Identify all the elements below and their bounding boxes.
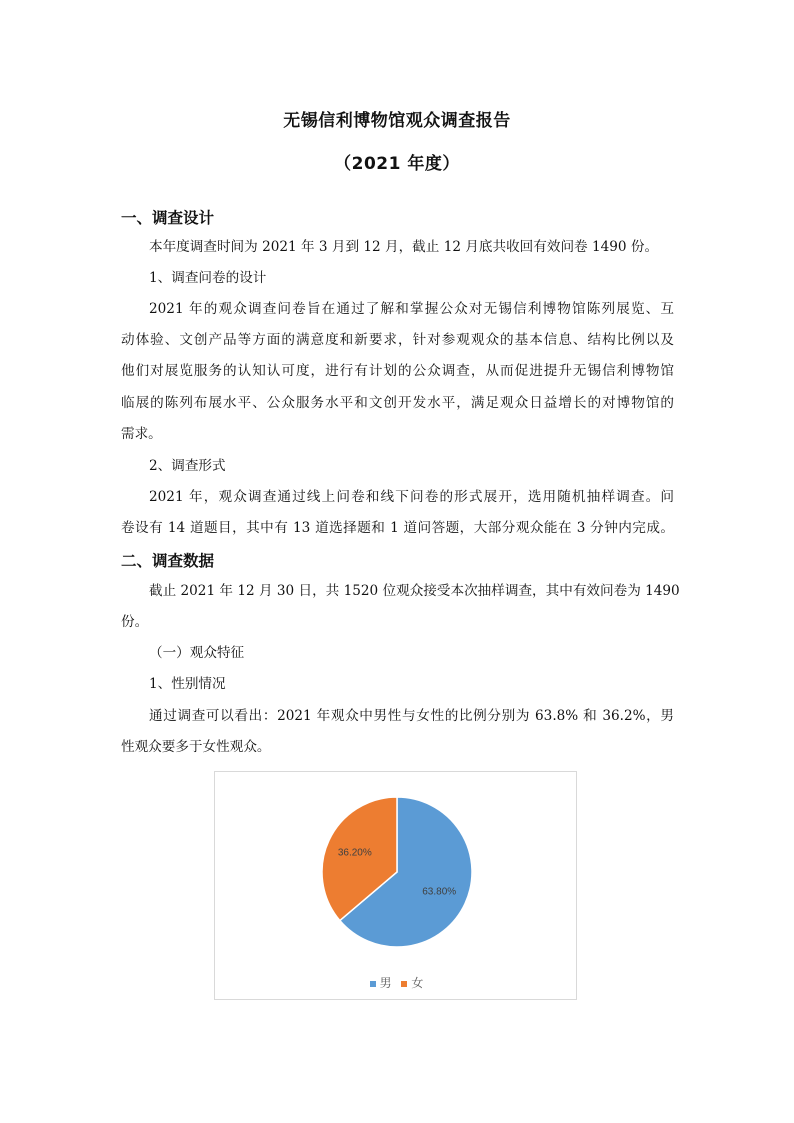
legend-swatch-female: [401, 981, 407, 987]
paragraph-line: 临展的陈列布展水平、公众服务水平和文创开发水平，满足观众日益增长的对博物馆的: [121, 395, 674, 411]
report-title: 无锡信利博物馆观众调查报告: [283, 111, 511, 131]
paragraph-line: 截止 2021 年 12 月 30 日，共 1520 位观众接受本次抽样调查，其中有效问卷为 1490: [149, 583, 680, 599]
pie-chart-svg: [215, 772, 578, 972]
paragraph-line: 通过调查可以看出：2021 年观众中男性与女性的比例分别为 63.8% 和 36.2%，男: [149, 708, 674, 724]
report-subtitle: （2021 年度）: [334, 154, 460, 174]
chart-legend: [215, 974, 578, 991]
legend-swatch-male: [370, 981, 376, 987]
paragraph-line: 他们对展览服务的认知认可度，进行有计划的公众调查，从而促进提升无锡信利博物馆: [121, 363, 674, 379]
legend-label-male: 男: [379, 976, 392, 990]
paragraph-survey-period: 本年度调查时间为 2021 年 3 月到 12 月，截止 12 月底共收回有效问卷 1490 份。: [149, 239, 659, 255]
paragraph-line: 2021 年，观众调查通过线上问卷和线下问卷的形式展开，选用随机抽样调查。问: [149, 489, 674, 505]
legend-item-female: [401, 976, 423, 990]
paragraph-line: 性观众要多于女性观众。: [121, 739, 271, 755]
subheading-gender: 1、性别情况: [149, 676, 226, 692]
subheading-audience-features: （一）观众特征: [149, 645, 245, 661]
paragraph-line: 需求。: [121, 426, 162, 442]
legend-item-male: [370, 976, 396, 990]
paragraph-line: 动体验、文创产品等方面的满意度和新要求，针对参观观众的基本信息、结构比例以及: [121, 332, 674, 348]
gender-pie-chart: [214, 771, 577, 1000]
legend-label-female: 女: [411, 976, 424, 990]
subheading-survey-format: 2、调查形式: [149, 458, 226, 474]
paragraph-line: 卷设有 14 道题目，其中有 13 道选择题和 1 道问答题，大部分观众能在 3 分钟内完成。: [121, 520, 674, 536]
paragraph-line: 2021 年的观众调查问卷旨在通过了解和掌握公众对无锡信利博物馆陈列展览、互: [149, 301, 674, 317]
pie-label-female: 36.20%: [337, 847, 372, 859]
section-heading-survey-data: 二、调查数据: [121, 552, 215, 570]
section-heading-survey-design: 一、调查设计: [121, 209, 215, 227]
subheading-questionnaire-design: 1、调查问卷的设计: [149, 270, 267, 286]
pie-label-male: 63.80%: [422, 886, 457, 898]
paragraph-line: 份。: [121, 614, 149, 630]
